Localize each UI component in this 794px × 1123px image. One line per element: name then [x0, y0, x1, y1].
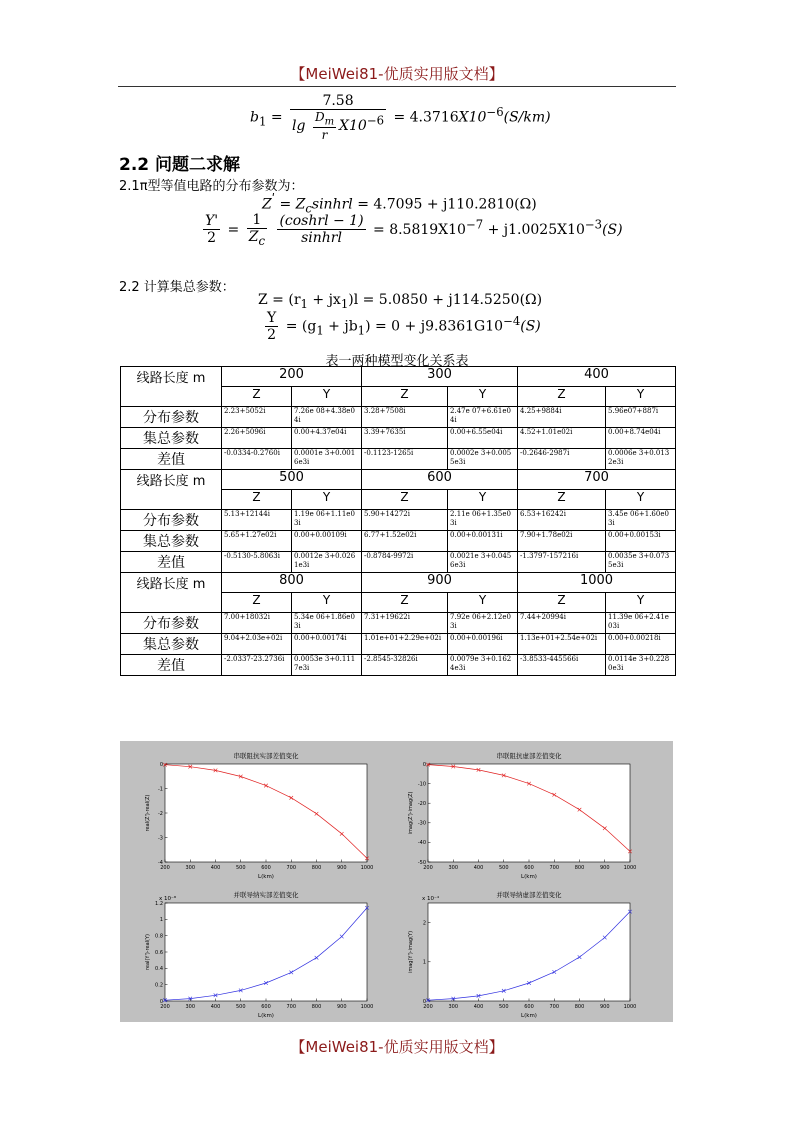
- eq-b1-lhs: b: [250, 109, 259, 126]
- x-tick-label: 300: [185, 1004, 196, 1010]
- length-label: 线路长度 m: [121, 573, 222, 613]
- chart-x-label: L(km): [521, 874, 537, 880]
- row-label: 集总参数: [121, 634, 222, 655]
- x-tick-label: 500: [235, 865, 246, 871]
- eq-y1-fnum: 1: [247, 212, 267, 229]
- equation-z-lumped: [258, 292, 542, 311]
- y-tick-label: 0: [159, 998, 163, 1005]
- table-cell: 3.28+7508i: [362, 407, 448, 428]
- table-cell: -0.1123-1265i: [362, 449, 448, 470]
- eq-z2-s1: 1: [300, 296, 308, 311]
- x-tick-label: 500: [235, 1004, 246, 1010]
- chart-plot-area: [165, 764, 367, 862]
- chart-x-label: L(km): [258, 1013, 274, 1019]
- eq-y2-exp: −4: [503, 313, 521, 328]
- column-z: Z: [518, 387, 606, 407]
- table-cell: 0.0021e 3+0.0456e3i: [448, 552, 518, 573]
- column-y: Y: [292, 593, 362, 613]
- sub1-number: 2.1: [119, 179, 140, 194]
- table-cell: -1.3797-157216i: [518, 552, 606, 573]
- length-value: 700: [518, 470, 676, 490]
- row-label: 差值: [121, 552, 222, 573]
- length-value: 800: [222, 573, 362, 593]
- eq-b1-denominator: [290, 110, 386, 142]
- page-footer: 【MeiWei81-优质实用版文档】: [290, 1038, 504, 1056]
- x-tick-label: 800: [574, 1004, 585, 1010]
- eq-y1-fden: Z: [248, 229, 259, 245]
- eq-b1-den-exp: −6: [366, 113, 385, 128]
- row-label: 差值: [121, 449, 222, 470]
- y-tick-label: -40: [417, 840, 426, 847]
- column-z: Z: [362, 490, 448, 510]
- table-cell: 0.0006e 3+0.0132e3i: [606, 449, 676, 470]
- table-row: [121, 449, 676, 470]
- table-cell: 5.96e07+887i: [606, 407, 676, 428]
- eq-y2-a: = (g: [285, 318, 317, 335]
- x-tick-label: 700: [286, 865, 297, 871]
- eq-b1-tail: X10: [339, 118, 367, 135]
- column-z: Z: [362, 593, 448, 613]
- chart-title: 并联导纳实部差值变化: [233, 891, 299, 899]
- eq-z1-lhs: Z: [262, 196, 272, 213]
- x-tick-label: 800: [311, 1004, 322, 1010]
- chart-title: 串联阻抗虚部差值变化: [496, 752, 562, 760]
- y-tick-label: 0.8: [155, 933, 163, 940]
- table-cell: 7.44+20994i: [518, 613, 606, 634]
- table-cell: -2.0337-23.2736i: [222, 655, 292, 676]
- table-cell: 7.26e 08+4.38e04i: [292, 407, 362, 428]
- table-length-row: [121, 367, 676, 387]
- table-cell: 5.13+12144i: [222, 510, 292, 531]
- column-y: Y: [606, 593, 676, 613]
- row-label: 集总参数: [121, 531, 222, 552]
- table-cell: 2.47e 07+6.61e04i: [448, 407, 518, 428]
- subsection-2-2: 2.2 计算集总参数：: [119, 280, 235, 295]
- x-tick-label: 900: [336, 865, 347, 871]
- eq-z2-b: + jx: [307, 292, 341, 308]
- x-tick-label: 700: [549, 865, 560, 871]
- x-tick-label: 1000: [623, 865, 637, 871]
- eq-z1-func: sinhrl: [311, 196, 353, 213]
- x-tick-label: 800: [574, 865, 585, 871]
- table-cell: 7.31+19622i: [362, 613, 448, 634]
- chart-plot-area: [428, 903, 630, 1001]
- table-cell: 7.00+18032i: [222, 613, 292, 634]
- column-y: Y: [292, 490, 362, 510]
- column-y: Y: [606, 490, 676, 510]
- eq-y1-mid: + j1.0025X10: [483, 221, 585, 238]
- table-row: [121, 428, 676, 449]
- table-cell: 0.00+0.00153i: [606, 531, 676, 552]
- column-z: Z: [222, 490, 292, 510]
- charts-svg: [120, 741, 673, 1022]
- x-tick-label: 300: [185, 865, 196, 871]
- x-tick-label: 200: [160, 865, 170, 871]
- eq-b1-rhs: = 4.3716: [393, 109, 459, 126]
- chart-y-label: imag(Z')-imag(Z): [408, 791, 414, 835]
- column-z: Z: [518, 490, 606, 510]
- column-y: Y: [292, 387, 362, 407]
- table-cell: 0.0001e 3+0.0016e3i: [292, 449, 362, 470]
- chart-title: 并联导纳虚部差值变化: [496, 891, 562, 899]
- y-tick-label: 1: [159, 917, 163, 924]
- x-tick-label: 200: [423, 1004, 433, 1010]
- table-cell: 0.0053e 3+0.1117e3i: [292, 655, 362, 676]
- sub1-text: 型等值电路的分布参数为：: [147, 179, 304, 194]
- row-label: 差值: [121, 655, 222, 676]
- eq-y1-fden-sub: c: [258, 233, 265, 248]
- x-tick-label: 200: [160, 1004, 170, 1010]
- table-cell: 0.00+0.00196i: [448, 634, 518, 655]
- table-row: [121, 531, 676, 552]
- chart-y-label: imag(Y')-imag(Y): [408, 930, 414, 974]
- length-value: 600: [362, 470, 518, 490]
- table-cell: 1.13e+01+2.54e+02i: [518, 634, 606, 655]
- table-row: [121, 613, 676, 634]
- table-cell: 0.00+6.55e04i: [448, 428, 518, 449]
- eq-z1-sub: c: [305, 201, 312, 216]
- eq-y1-e2: −3: [584, 217, 603, 232]
- y-tick-label: -4: [158, 859, 163, 866]
- y-tick-label: 0: [422, 998, 426, 1005]
- y-tick-label: -30: [417, 820, 426, 827]
- table-cell: 1.19e 06+1.11e03i: [292, 510, 362, 531]
- x-tick-label: 600: [524, 1004, 534, 1010]
- x-tick-label: 200: [423, 865, 433, 871]
- y-tick-label: -3: [158, 835, 163, 842]
- eq-z1-rhs: = 4.7095 + j110.2810(Ω): [357, 196, 537, 213]
- eq-z2-a: Z = (r: [258, 292, 301, 308]
- length-value: 200: [222, 367, 362, 387]
- eq-b1-rhs-exp: −6: [486, 105, 504, 120]
- x-tick-label: 800: [311, 865, 322, 871]
- table-cell: 0.00+8.74e04i: [606, 428, 676, 449]
- eq-b1-r: r: [321, 128, 328, 143]
- section-title: 2.2 问题二求解: [119, 155, 241, 175]
- chart-multiplier: x 10⁻⁴: [422, 896, 440, 902]
- x-tick-label: 900: [336, 1004, 347, 1010]
- row-label: 集总参数: [121, 428, 222, 449]
- table-caption: 表一两种模型变化关系表: [325, 354, 469, 369]
- length-value: 1000: [518, 573, 676, 593]
- chart-plot-area: [428, 764, 630, 862]
- y-tick-label: 1: [422, 959, 426, 966]
- table-cell: 9.04+2.03e+02i: [222, 634, 292, 655]
- column-y: Y: [448, 387, 518, 407]
- eq-z1-mid: = Z: [279, 196, 306, 213]
- length-label: 线路长度 m: [121, 367, 222, 407]
- y-tick-label: -20: [417, 801, 426, 807]
- equation-b1: $b_1$ = 7.58 lg $\frac{D_m}{r}$ $X10^{-6}$ = $4.3716X10^{-6}(S/km)$: [250, 93, 551, 143]
- chart-y-label: real(Y')-real(Y): [145, 933, 151, 971]
- length-value: 400: [518, 367, 676, 387]
- table-cell: 11.39e 06+2.41e03i: [606, 613, 676, 634]
- table-length-row: [121, 573, 676, 593]
- equation-y-lumped: [262, 310, 541, 343]
- table-cell: -0.8784-9972i: [362, 552, 448, 573]
- y-tick-label: 0.6: [155, 949, 163, 956]
- chart-plot-area: [165, 903, 367, 1001]
- table-cell: -0.5130-5.8063i: [222, 552, 292, 573]
- x-tick-label: 500: [498, 865, 509, 871]
- eq-y1-rhs: = 8.5819X10: [373, 221, 466, 238]
- eq-y1-unit: (S): [602, 221, 623, 238]
- eq-y1-eq: =: [227, 221, 240, 238]
- comparison-table: [120, 366, 676, 676]
- y-tick-label: 2: [422, 920, 426, 927]
- y-tick-label: -10: [417, 781, 426, 788]
- eq-y2-unit: (S): [520, 318, 541, 335]
- x-tick-label: 900: [599, 1004, 610, 1010]
- x-tick-label: 400: [473, 1004, 484, 1010]
- x-tick-label: 300: [448, 865, 459, 871]
- table-cell: 6.77+1.52e02i: [362, 531, 448, 552]
- table-row: [121, 634, 676, 655]
- y-tick-label: 0.4: [155, 966, 163, 973]
- page-header: 【MeiWei81-优质实用版文档】: [290, 65, 504, 83]
- eq-y1-gnum: (coshrl − 1): [279, 213, 364, 230]
- table-cell: 2.11e 06+1.35e03i: [448, 510, 518, 531]
- eq-y2-b: + jb: [323, 318, 358, 335]
- eq-z2-s2: 1: [340, 296, 349, 311]
- x-tick-label: 1000: [360, 1004, 374, 1010]
- table-cell: 7.90+1.78e02i: [518, 531, 606, 552]
- table-cell: 6.53+16242i: [518, 510, 606, 531]
- x-tick-label: 400: [210, 1004, 221, 1010]
- x-tick-label: 600: [261, 865, 271, 871]
- table-cell: 5.65+1.27e02i: [222, 531, 292, 552]
- table-cell: 5.90+14272i: [362, 510, 448, 531]
- row-label: 分布参数: [121, 510, 222, 531]
- length-value: 500: [222, 470, 362, 490]
- equation-y-distributed: [200, 212, 623, 248]
- eq-b1-rhs-x: X10: [458, 109, 487, 126]
- header-rule: [118, 86, 676, 87]
- table-cell: -2.8545-32826i: [362, 655, 448, 676]
- chart-multiplier: x 10⁻⁸: [159, 896, 177, 902]
- eq-y1-den: 2: [207, 230, 216, 247]
- eq-z2-c: )l = 5.0850 + j114.5250(Ω): [348, 292, 543, 308]
- y-tick-label: 0: [422, 761, 426, 768]
- eq-y1-e1: −7: [465, 217, 484, 232]
- x-tick-label: 1000: [623, 1004, 637, 1010]
- table-length-row: [121, 470, 676, 490]
- table-cell: 0.0079e 3+0.1624e3i: [448, 655, 518, 676]
- y-tick-label: -2: [158, 810, 163, 817]
- y-tick-label: -50: [417, 859, 426, 866]
- table-cell: 5.34e 06+1.86e03i: [292, 613, 362, 634]
- table-cell: 4.25+9884i: [518, 407, 606, 428]
- chart-x-label: L(km): [258, 874, 274, 880]
- eq-y2-c: ) = 0 + j9.8361G10: [365, 318, 504, 335]
- x-tick-label: 600: [261, 1004, 271, 1010]
- figure-panel: [120, 741, 673, 1022]
- eq-b1-fraction: [290, 93, 386, 142]
- table-row: [121, 655, 676, 676]
- column-z: Z: [222, 593, 292, 613]
- table-cell: -0.0334-0.2760i: [222, 449, 292, 470]
- x-tick-label: 500: [498, 1004, 509, 1010]
- eq-y1-num: Y': [205, 213, 219, 230]
- eq-z1-prime: ʹ: [271, 192, 275, 206]
- x-tick-label: 700: [549, 1004, 560, 1010]
- table-cell: 7.92e 06+2.12e03i: [448, 613, 518, 634]
- table-cell: 3.39+7635i: [362, 428, 448, 449]
- table-cell: 0.00+0.00218i: [606, 634, 676, 655]
- x-tick-label: 400: [210, 865, 221, 871]
- length-value: 300: [362, 367, 518, 387]
- table-cell: 0.0002e 3+0.0055e3i: [448, 449, 518, 470]
- y-tick-label: 1.2: [155, 900, 163, 907]
- chart-title: 串联阻抗实部差值变化: [233, 752, 299, 760]
- x-tick-label: 600: [524, 865, 534, 871]
- y-tick-label: 0.2: [155, 982, 163, 989]
- eq-b1-numerator: 7.58: [290, 93, 386, 110]
- x-tick-label: 1000: [360, 865, 374, 871]
- y-tick-label: 0: [159, 761, 163, 768]
- row-label: 分布参数: [121, 613, 222, 634]
- eq-b1-unit: (S/km): [503, 109, 551, 126]
- table-cell: 4.52+1.01e02i: [518, 428, 606, 449]
- eq-y2-s2: 1: [357, 323, 366, 338]
- length-value: 900: [362, 573, 518, 593]
- eq-y2-s1: 1: [316, 323, 324, 338]
- table-row: [121, 407, 676, 428]
- table-cell: 0.0012e 3+0.0261e3i: [292, 552, 362, 573]
- table-cell: 0.00+0.00109i: [292, 531, 362, 552]
- table-row: [121, 510, 676, 531]
- table-cell: 0.00+0.00131i: [448, 531, 518, 552]
- table-cell: 0.00+4.37e04i: [292, 428, 362, 449]
- table-cell: 1.01e+01+2.29e+02i: [362, 634, 448, 655]
- table-cell: 0.0114e 3+0.2280e3i: [606, 655, 676, 676]
- y-tick-label: -1: [158, 786, 163, 793]
- column-z: Z: [518, 593, 606, 613]
- table-cell: 0.00+0.00174i: [292, 634, 362, 655]
- x-tick-label: 900: [599, 865, 610, 871]
- eq-b1-D: D: [314, 110, 325, 124]
- table-cell: -0.2646-2987i: [518, 449, 606, 470]
- table-cell: 2.23+5052i: [222, 407, 292, 428]
- row-label: 分布参数: [121, 407, 222, 428]
- eq-y1-gden: sinhrl: [301, 230, 342, 247]
- column-z: Z: [362, 387, 448, 407]
- length-label: 线路长度 m: [121, 470, 222, 510]
- column-z: Z: [222, 387, 292, 407]
- chart-x-label: L(km): [521, 1013, 537, 1019]
- eq-b1-lg: lg: [292, 118, 306, 135]
- x-tick-label: 700: [286, 1004, 297, 1010]
- column-y: Y: [448, 490, 518, 510]
- x-tick-label: 400: [473, 865, 484, 871]
- table-cell: 2.26+5096i: [222, 428, 292, 449]
- eq-b1-m: m: [324, 116, 335, 128]
- column-y: Y: [606, 387, 676, 407]
- table-row: [121, 552, 676, 573]
- sub1-pi: π: [139, 179, 148, 194]
- table-cell: 0.0035e 3+0.0735e3i: [606, 552, 676, 573]
- x-tick-label: 300: [448, 1004, 459, 1010]
- eq-y2-den: 2: [267, 327, 277, 343]
- column-y: Y: [448, 593, 518, 613]
- table-cell: 3.45e 06+1.60e03i: [606, 510, 676, 531]
- table-cell: -3.8533-445566i: [518, 655, 606, 676]
- eq-y2-num: Y: [267, 310, 277, 326]
- chart-y-label: real(Z')-real(Z): [145, 794, 151, 832]
- eq-b1-sub: 1: [258, 114, 267, 129]
